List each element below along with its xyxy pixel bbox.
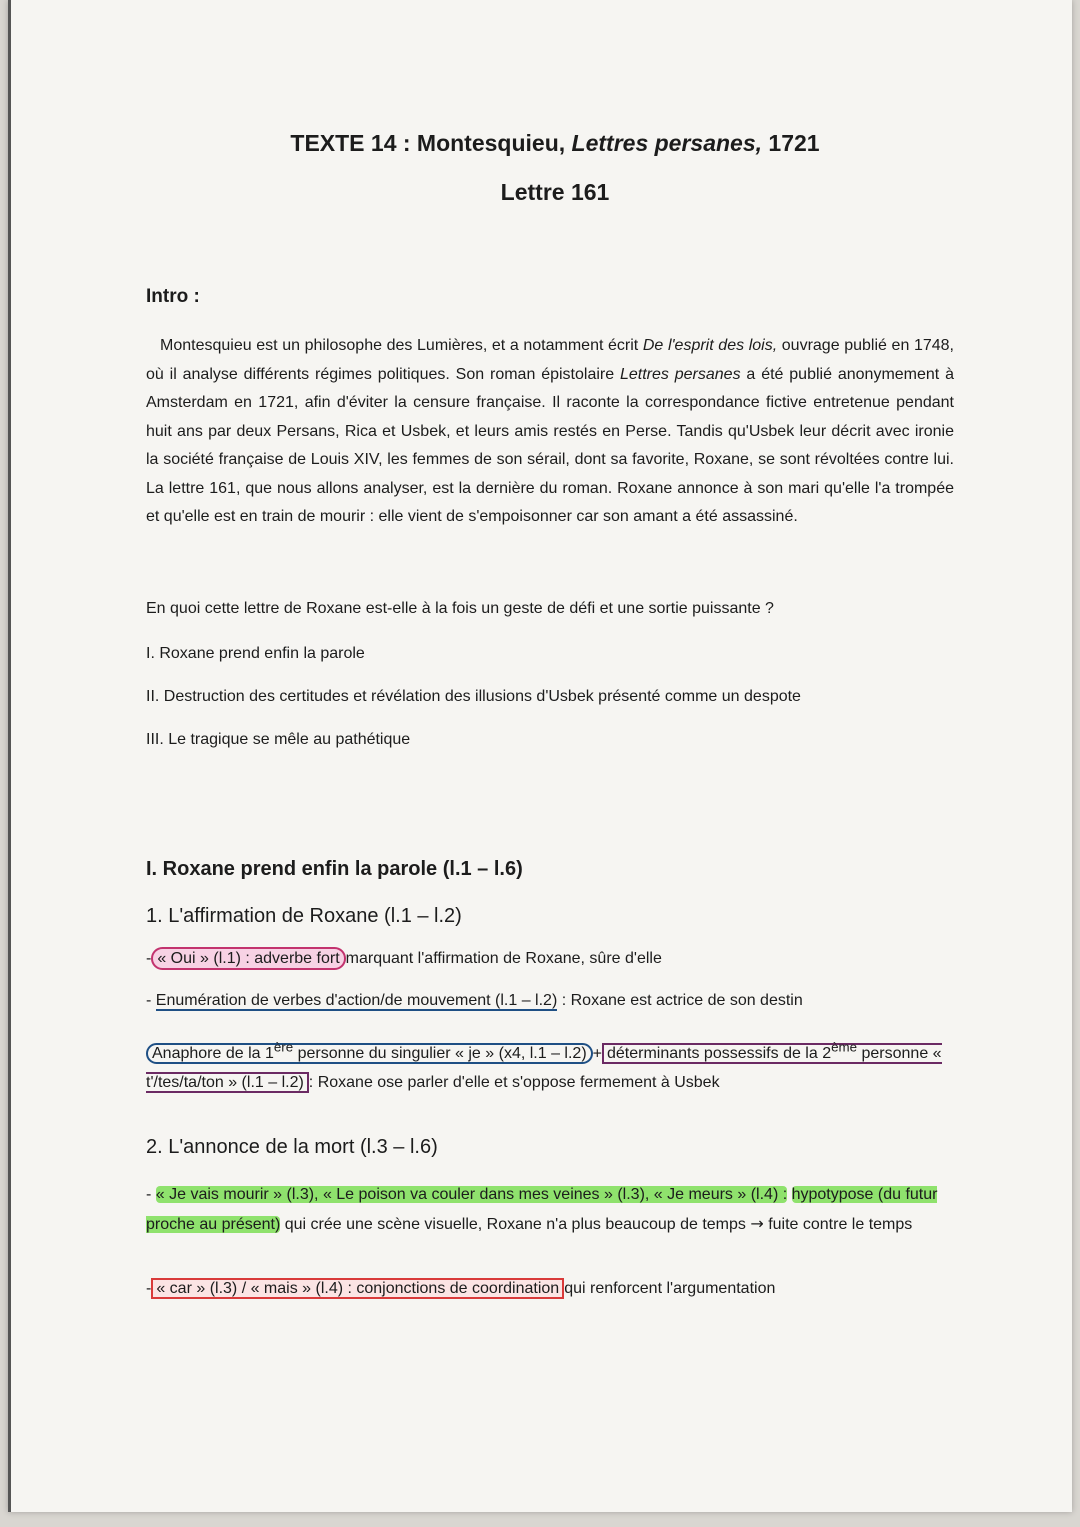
intro-heading: Intro : [146, 286, 200, 307]
plan-item: III. Le tragique se mêle au pathétique [146, 731, 411, 748]
blue-circled-annotation: Anaphore de la 1ère personne du singulier « je » (x4, l.1 – l.2) [146, 1043, 593, 1064]
green-highlight: hypotypose (du futur proche au présent) [146, 1186, 938, 1233]
document-subtitle: Lettre 161 [500, 179, 610, 205]
section-heading: I. Roxane prend enfin la parole (l.1 – l.6) [146, 858, 523, 880]
document-page [8, 0, 1072, 1512]
bullet-hypotypose: - « Je vais mourir » (l.3), « Le poison va couler dans mes veines » (l.3), « Je meurs » (l.4) : hypotypose (du futur proche au présent) qui crée une scène visuelle, Roxane n'a plus beaucoup de temps → fuite contre le temps [146, 1186, 938, 1233]
subsection-heading: 2. L'annonce de la mort (l.3 – l.6) [146, 1136, 438, 1158]
bullet-enumeration: - Enumération de verbes d'action/de mouvement (l.1 – l.2) : Roxane est actrice de son destin [146, 992, 803, 1009]
title-prefix: TEXTE 14 : Montesquieu, [290, 130, 572, 156]
title-year: 1721 [762, 130, 820, 156]
bullet-conjonctions: - « car » (l.3) / « mais » (l.4) : conjonctions de coordination qui renforcent l'argumentation [146, 1280, 776, 1297]
blue-underline-annotation: Enumération de verbes d'action/de mouvement (l.1 – l.2) [155, 992, 558, 1009]
purple-boxed-annotation: déterminants possessifs de la 2ème personne « t'/tes/ta/ton » (l.1 – l.2) [146, 1040, 942, 1092]
intro-paragraph: Montesquieu est un philosophe des Lumières, et a notamment écrit De l'esprit des lois, ouvrage publié en 1748, où il analyse différents régimes politiques. Son roman épistolaire Lettres persanes a été publié anonymement à Amsterdam en 1721, afin d'éviter la censure française. Il raconte la correspondance fictive entretenue pendant huit ans par deux Persans, Rica et Usbek, et leurs amis restés en Perse. Tandis qu'Usbek leur décrit avec ironie la société française de Louis XIV, les femmes de son sérail, dont sa favorite, Roxane, se sont révoltées contre lui. La lettre 161, que nous allons analyser, est la dernière du roman. Roxane annonce à son mari qu'elle l'a trompée et qu'elle est en train de mourir : elle vient de s'empoisonner car son amant a été assassiné. [146, 337, 954, 525]
red-boxed-annotation: « car » (l.3) / « mais » (l.4) : conjonctions de coordination [151, 1278, 564, 1299]
plan-item: I. Roxane prend enfin la parole [146, 645, 365, 662]
right-arrow-icon: → [750, 1214, 764, 1233]
bullet-oui: - « Oui » (l.1) : adverbe fort marquant l'affirmation de Roxane, sûre d'elle [146, 950, 662, 968]
pink-circled-annotation: « Oui » (l.1) : adverbe fort [151, 947, 345, 970]
plan-item: II. Destruction des certitudes et révélation des illusions d'Usbek présenté comme un despote [146, 688, 801, 705]
green-highlight: « Je vais mourir » (l.3), « Le poison va couler dans mes veines » (l.3), « Je meurs » (l.4) : [155, 1186, 788, 1203]
title-work: Lettres persanes, [571, 130, 763, 156]
problematic-question: En quoi cette lettre de Roxane est-elle à la fois un geste de défi et une sortie puissante ? [146, 600, 774, 617]
bullet-anaphore: Anaphore de la 1ère personne du singulier « je » (x4, l.1 – l.2) + déterminants possessifs de la 2ème personne « t'/tes/ta/ton » (l.1 – l.2) : Roxane ose parler d'elle et s'oppose fermement à Usbek [146, 1040, 942, 1092]
plan-list [146, 645, 801, 774]
document-title [8, 130, 1072, 206]
subsection-heading: 1. L'affirmation de Roxane (l.1 – l.2) [146, 905, 462, 927]
